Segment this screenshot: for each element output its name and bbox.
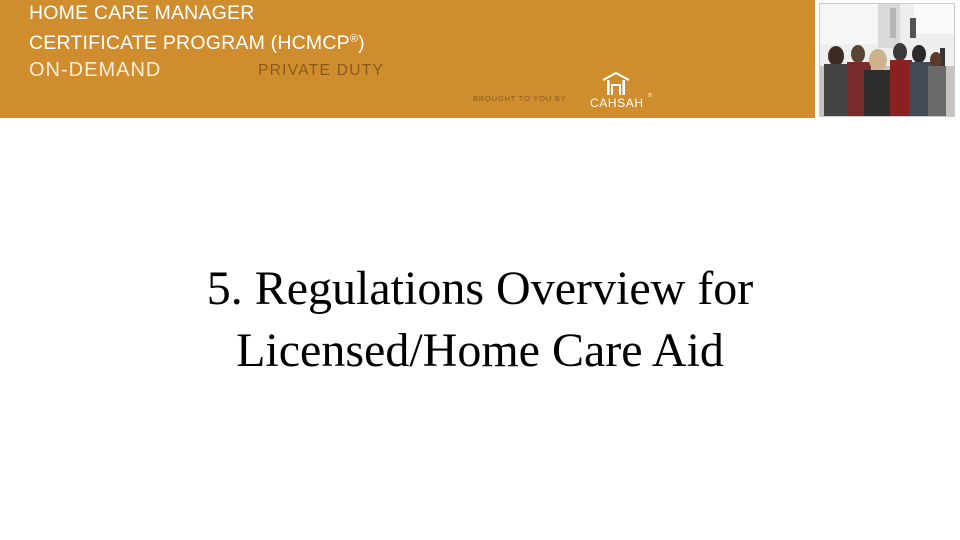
registered-mark: ® [349,33,359,45]
slide-title-line-1: 5. Regulations Overview for [206,262,754,315]
program-title-close: ) [358,32,365,54]
slide-title-line-2: Licensed/Home Care Aid [236,324,724,377]
format-label: ON-DEMAND [29,59,162,81]
program-title-text: CERTIFICATE PROGRAM (HCMCP [29,32,350,54]
audience-photo-icon [820,4,954,116]
logo-trademark: ® [648,93,652,99]
program-title-line-2 [29,32,365,55]
cahsah-logo-text: CAHSAH [590,96,644,110]
program-title-line-1: HOME CARE MANAGER [29,2,255,24]
brought-to-you-by: BROUGHT TO YOU BY [473,94,567,103]
audience-photo [819,3,955,117]
slide-title [80,258,880,382]
header-banner [0,0,815,118]
cahsah-house-icon [602,72,630,96]
track-label: PRIVATE DUTY [258,62,385,79]
